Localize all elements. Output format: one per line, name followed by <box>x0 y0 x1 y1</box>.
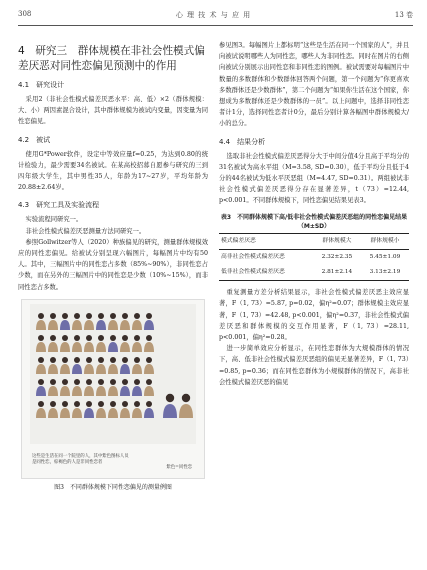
table-cell: 高非社会性模式偏差厌恶 <box>221 253 285 260</box>
person-icon <box>96 379 106 396</box>
paragraph: 参见图3。每幅图片上都标明“这些是生活在同一个国家的人”，并且向被试说明哪些人为同性恋，哪些人为非同性恋。同时在图片的右侧向被试分别展示出同性恋和非同性恋的图例。被试需要对每幅图片中数量的多数群体和少数群体回答两个问题，第一个问题为“你更喜欢多数群体还是少数群体”，第二个问题为“如果你生活在这个国家，你想成为多数群体还是少数群体的一员”。以上问题中，选择非同性恋者计1分，选择同性恋者计0分，最后分别计算各幅图中群体规模大/小的总分。 <box>219 42 409 128</box>
person-icon <box>96 401 106 418</box>
person-icon <box>120 357 130 374</box>
person-icon <box>48 313 58 330</box>
person-icon <box>36 335 46 352</box>
table-header-row <box>219 233 409 249</box>
person-icon <box>36 401 46 418</box>
right-column <box>219 40 409 388</box>
person-icon <box>132 335 142 352</box>
person-icon <box>36 379 46 396</box>
person-icon <box>72 401 82 418</box>
person-icon <box>84 357 94 374</box>
table-cell: 低非社会性模式偏差厌恶 <box>219 265 313 281</box>
people-grid-illustration <box>30 304 196 444</box>
table-header-cell: 群体规模大 <box>313 233 361 249</box>
figure-3 <box>21 299 205 479</box>
paragraph: 实验流程同研究一。 <box>25 216 83 224</box>
legend-gay-figure <box>163 394 177 418</box>
left-column <box>18 40 208 493</box>
person-icon <box>132 313 142 330</box>
person-icon <box>60 401 70 418</box>
person-icon <box>72 313 82 330</box>
person-icon <box>72 357 82 374</box>
table-row <box>219 265 409 281</box>
subsection-title: 4.4 结果分析 <box>219 137 266 146</box>
person-icon <box>144 401 154 418</box>
person-icon <box>144 379 154 396</box>
person-icon <box>144 313 154 330</box>
section-title: 4 研究三 群体规模在非社会性模式偏差厌恶对同性恋偏见预测中的作用 <box>18 45 205 72</box>
person-icon <box>72 379 82 396</box>
person-icon <box>108 335 118 352</box>
person-icon <box>120 379 130 396</box>
subsection-title: 4.3 研究工具及实验流程 <box>18 201 100 210</box>
table-header-cell: 模式偏差厌恶 <box>219 233 313 249</box>
person-icon <box>96 313 106 330</box>
person-icon <box>144 357 154 374</box>
paragraph: 使用G*Power软件，设定中等效应量f=0.25，为达到0.80的统计检验力，最少需要34名被试。在某高校招募自愿参与研究的三到四年级大学生，其中男性35人，年龄为17~27岁，平均年龄为20.88±2.64岁。 <box>18 150 208 192</box>
person-icon <box>96 335 106 352</box>
people-grid <box>36 313 154 418</box>
table-cell: 5.45±1.09 <box>369 253 401 260</box>
person-icon <box>84 379 94 396</box>
page-number: 308 <box>18 10 32 18</box>
paragraph: 采用2（非社会性模式偏差厌恶水平：高、低）×2（群体规模：大、小）两因素混合设计，其中群体规模为被试内变量，因变量为同性恋偏见。 <box>18 96 208 126</box>
person-icon <box>108 313 118 330</box>
paragraph: 非社会性模式偏差厌恶测量方法同研究一。 <box>25 227 146 235</box>
person-icon <box>84 335 94 352</box>
person-icon <box>108 379 118 396</box>
paragraph: 重复测量方差分析结果显示，非社会性模式偏差厌恶主效应显著，F（1, 73）=5.87, p=0.02，偏η²=0.07；群体规模主效应显著，F（1, 73）=42.48, p<0.001，偏η²=0.37，非社会性模式偏差厌恶和群体规模的交互作用显著，F（1, 73）=28.11, p<0.001，偏η²=0.28。 <box>219 289 409 342</box>
person-icon <box>120 401 130 418</box>
person-icon <box>48 379 58 396</box>
header-rule <box>18 25 413 26</box>
table-cell: 2.32±2.35 <box>321 253 353 260</box>
table-header-cell: 群体规模小 <box>361 233 409 249</box>
paragraph: 参照Gollwitzer等人（2020）种族偏见的研究，测量群体规模效应的同性恋偏见。给被试分别呈现六幅图片，每幅图片中均有50人。其中，三幅图片中的同性恋占多数（85%~90%），非同性恋占少数，而在另外的三幅图片中的同性恋是少数（10%~15%），而非同性恋占多数。 <box>18 238 208 291</box>
person-icon <box>36 357 46 374</box>
person-icon <box>48 357 58 374</box>
figure-caption: 图3 不同群体规模下同性恋偏见的测量例图 <box>54 483 172 491</box>
subsection-title: 4.1 研究设计 <box>18 81 65 89</box>
person-icon <box>132 379 142 396</box>
person-icon <box>36 313 46 330</box>
table-row <box>219 249 409 265</box>
paragraph: 进一步简单效应分析显示，在同性恋群体为大规模群体的情况下，高、低非社会性模式偏差厌恶组的偏见无显著差异，F（1, 73）=0.85, p=0.36；而在同性恋群体为小规模群体的情况下，高非社会性模式偏差厌恶的偏见 <box>219 345 409 386</box>
subsection-title: 4.2 被试 <box>18 135 51 144</box>
person-icon <box>48 335 58 352</box>
person-icon <box>60 313 70 330</box>
person-icon <box>120 313 130 330</box>
person-icon <box>60 379 70 396</box>
table-caption: 表3 不同群体规模下高/低非社会性模式偏差厌恶组的同性恋偏见结果（M±SD） <box>220 213 408 230</box>
person-icon <box>84 313 94 330</box>
person-icon <box>84 401 94 418</box>
person-icon <box>144 335 154 352</box>
results-table <box>219 233 409 282</box>
legend-straight-figure <box>179 394 193 418</box>
person-icon <box>72 335 82 352</box>
table-cell: 2.81±2.14 <box>313 265 361 281</box>
person-icon <box>96 357 106 374</box>
figure-note: 这些是生活在同一个院里的人，其中紫色图标人员是同性恋，棕褐色的人是非同性恋者 <box>32 453 129 465</box>
journal-title: 心 理 技 术 与 应 用 <box>175 11 252 19</box>
person-icon <box>60 357 70 374</box>
table-cell: 3.13±2.19 <box>361 265 409 281</box>
person-icon <box>48 401 58 418</box>
figure-legend-text: 紫色=同性恋 <box>166 464 192 470</box>
person-icon <box>132 357 142 374</box>
person-icon <box>120 335 130 352</box>
person-icon <box>108 401 118 418</box>
figure-panel <box>30 304 196 444</box>
paragraph: 选取非社会性模式偏差厌恶得分大于中间分值4分且高于平均分的31名被试为高水平组（M=3.58, SD=0.30），低于平均分且低于4分的44名被试为低水平厌恶组（M=4.47, SD=0.31）。两组被试非社会性模式偏差厌恶得分存在显著差异，t（73）=12.44, p<0.001。不同群体规模下，同性恋偏见结果见表3。 <box>219 152 409 205</box>
person-icon <box>132 401 142 418</box>
person-icon <box>108 357 118 374</box>
volume-label: 13 卷 <box>394 11 413 19</box>
person-icon <box>60 335 70 352</box>
